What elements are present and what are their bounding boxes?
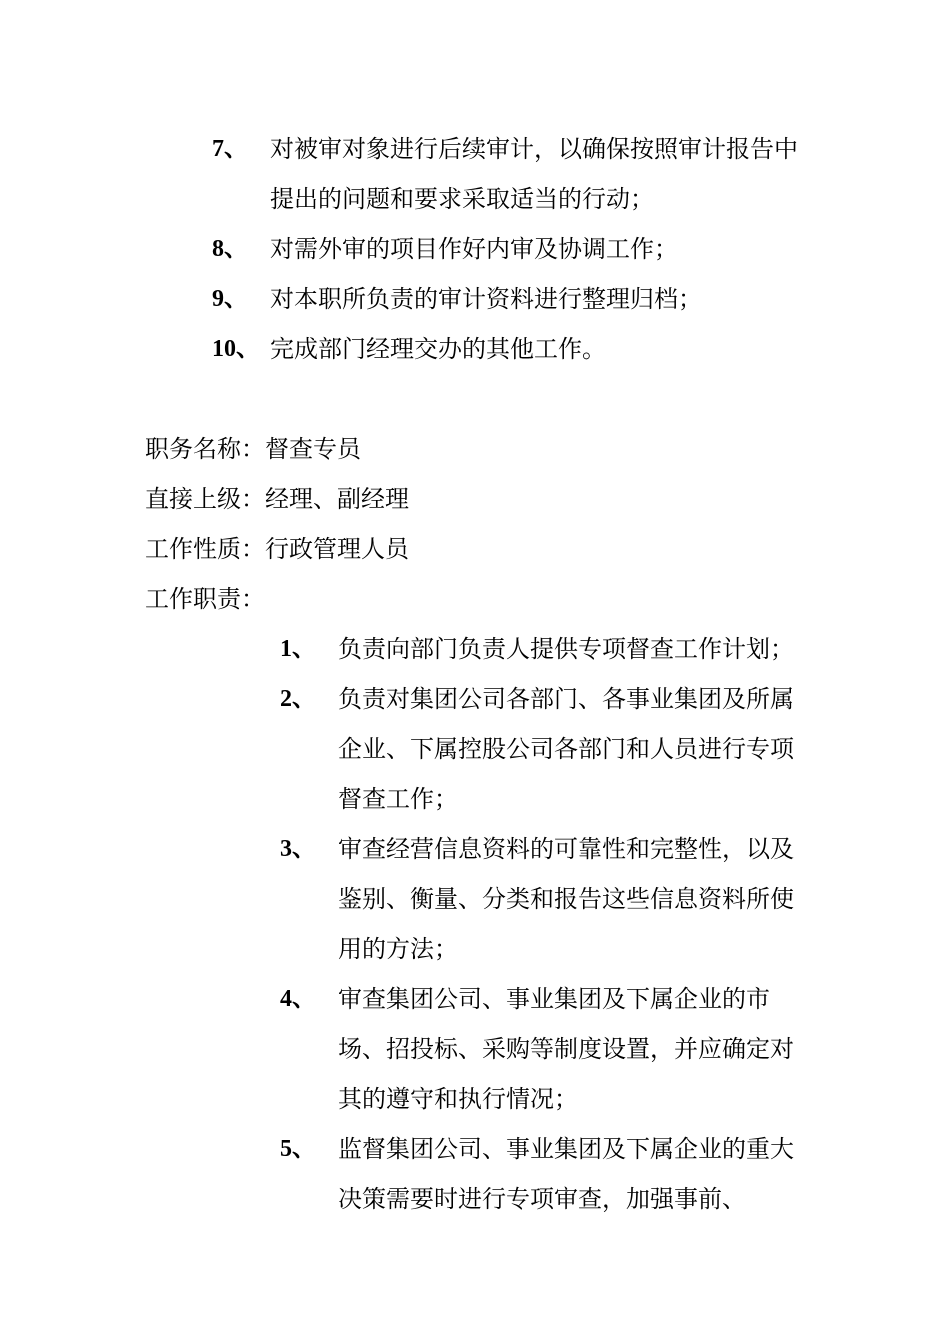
duty-number: 4、 (280, 986, 316, 1012)
duty-text: 审查经营信息资料的可靠性和完整性，以及鉴别、衡量、分类和报告这些信息资料所使用的方法； (338, 835, 794, 963)
list-item-number: 7、 (212, 136, 248, 162)
duty-number: 3、 (280, 836, 316, 862)
duty-number: 5、 (280, 1136, 316, 1162)
list-item-number: 10、 (212, 336, 260, 362)
position-title: 职务名称：督查专员 (145, 435, 361, 463)
duty-item (280, 824, 810, 974)
duty-text: 负责向部门负责人提供专项督查工作计划； (338, 635, 794, 663)
list-item-text: 对本职所负责的审计资料进行整理归档； (270, 285, 702, 313)
duty-number: 1、 (280, 636, 316, 662)
position-nature: 工作性质：行政管理人员 (145, 535, 409, 563)
duty-item (280, 1124, 810, 1224)
duties-label: 工作职责： (145, 585, 265, 613)
list-item (212, 274, 812, 324)
list-item (212, 324, 812, 374)
duty-item (280, 624, 820, 674)
duty-text: 审查集团公司、事业集团及下属企业的市场、招投标、采购等制度设置，并应确定对其的遵守和执行情况； (338, 985, 794, 1113)
list-item (212, 124, 812, 224)
list-item-text: 对被审对象进行后续审计，以确保按照审计报告中提出的问题和要求采取适当的行动； (270, 135, 798, 213)
list-item (212, 224, 812, 274)
list-item-text: 对需外审的项目作好内审及协调工作； (270, 235, 678, 263)
list-item-number: 9、 (212, 286, 248, 312)
list-item-number: 8、 (212, 236, 248, 262)
duty-item (280, 674, 810, 824)
position-superior: 直接上级：经理、副经理 (145, 485, 409, 513)
duty-number: 2、 (280, 686, 316, 712)
list-item-text: 完成部门经理交办的其他工作。 (270, 335, 606, 363)
duty-item (280, 974, 810, 1124)
duty-text: 监督集团公司、事业集团及下属企业的重大决策需要时进行专项审查，加强事前、 (338, 1135, 794, 1213)
duty-text: 负责对集团公司各部门、各事业集团及所属企业、下属控股公司各部门和人员进行专项督查工作； (338, 685, 794, 813)
